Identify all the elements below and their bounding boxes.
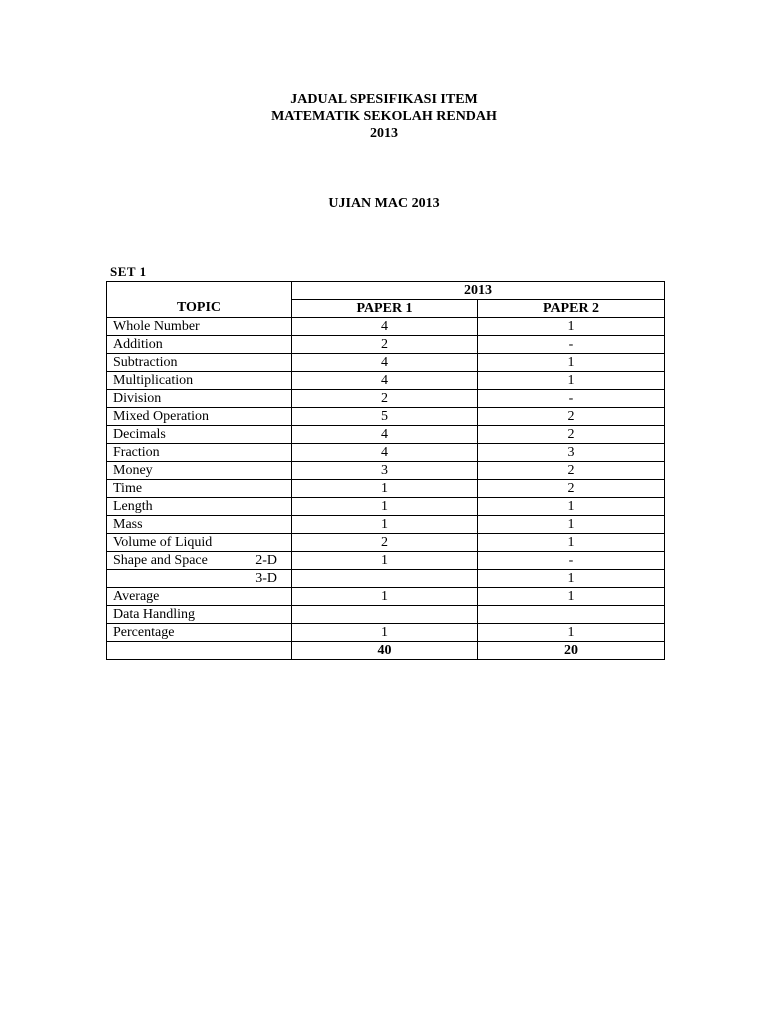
topic-cell: Whole Number bbox=[107, 318, 292, 336]
total-label-cell bbox=[107, 642, 292, 660]
paper2-cell: 2 bbox=[478, 462, 665, 480]
paper2-cell: 2 bbox=[478, 408, 665, 426]
topic-cell: Money bbox=[107, 462, 292, 480]
title-line-2: MATEMATIK SEKOLAH RENDAH bbox=[271, 109, 497, 124]
table-row bbox=[107, 336, 665, 354]
table-row bbox=[107, 624, 665, 642]
paper2-cell: 1 bbox=[478, 534, 665, 552]
paper1-total: 40 bbox=[292, 642, 478, 660]
table-row-shape-2d bbox=[107, 552, 665, 570]
table-row bbox=[107, 354, 665, 372]
paper2-cell: 2 bbox=[478, 480, 665, 498]
table-row bbox=[107, 498, 665, 516]
paper2-cell: 1 bbox=[478, 624, 665, 642]
table-row bbox=[107, 480, 665, 498]
topic-cell: Volume of Liquid bbox=[107, 534, 292, 552]
paper2-cell: - bbox=[478, 552, 665, 570]
paper1-cell: 2 bbox=[292, 390, 478, 408]
paper2-cell: 3 bbox=[478, 444, 665, 462]
paper2-cell: 1 bbox=[478, 354, 665, 372]
topic-cell: Addition bbox=[107, 336, 292, 354]
paper2-cell: 2 bbox=[478, 426, 665, 444]
paper1-header: PAPER 1 bbox=[292, 300, 478, 318]
document-title bbox=[0, 91, 768, 142]
topic-cell: Percentage bbox=[107, 624, 292, 642]
paper1-cell: 4 bbox=[292, 318, 478, 336]
paper2-cell bbox=[478, 606, 665, 624]
dimension-2d-label: 2-D bbox=[255, 552, 277, 568]
table-row bbox=[107, 534, 665, 552]
exam-title: UJIAN MAC 2013 bbox=[328, 196, 440, 211]
paper1-cell bbox=[292, 570, 478, 588]
table-row bbox=[107, 462, 665, 480]
paper1-cell: 1 bbox=[292, 624, 478, 642]
title-line-1: JADUAL SPESIFIKASI ITEM bbox=[290, 92, 478, 107]
topic-cell: Mass bbox=[107, 516, 292, 534]
table-row bbox=[107, 408, 665, 426]
paper2-header: PAPER 2 bbox=[478, 300, 665, 318]
table-row bbox=[107, 516, 665, 534]
topic-cell: Mixed Operation bbox=[107, 408, 292, 426]
specification-table bbox=[106, 281, 665, 660]
paper1-cell: 2 bbox=[292, 336, 478, 354]
topic-cell: Data Handling bbox=[107, 606, 292, 624]
paper1-cell: 2 bbox=[292, 534, 478, 552]
topic-cell: Length bbox=[107, 498, 292, 516]
paper2-cell: - bbox=[478, 336, 665, 354]
paper1-cell: 5 bbox=[292, 408, 478, 426]
topic-cell: Multiplication bbox=[107, 372, 292, 390]
topic-cell: Decimals bbox=[107, 426, 292, 444]
table-row bbox=[107, 444, 665, 462]
paper1-cell: 4 bbox=[292, 444, 478, 462]
dimension-3d-label: 3-D bbox=[255, 570, 277, 586]
table-header-row-year bbox=[107, 282, 665, 300]
shape-space-label: Shape and Space bbox=[113, 552, 208, 568]
topic-cell: Average bbox=[107, 588, 292, 606]
table-total-row bbox=[107, 642, 665, 660]
paper1-cell: 4 bbox=[292, 426, 478, 444]
topic-cell: Time bbox=[107, 480, 292, 498]
paper2-total: 20 bbox=[478, 642, 665, 660]
topic-cell-shape bbox=[107, 552, 292, 570]
paper1-cell: 1 bbox=[292, 588, 478, 606]
topic-header: TOPIC bbox=[107, 282, 292, 318]
topic-cell: Division bbox=[107, 390, 292, 408]
topic-cell: Fraction bbox=[107, 444, 292, 462]
paper2-cell: 1 bbox=[478, 318, 665, 336]
year-header: 2013 bbox=[292, 282, 665, 300]
paper1-cell: 1 bbox=[292, 480, 478, 498]
paper2-cell: 1 bbox=[478, 372, 665, 390]
table-row bbox=[107, 390, 665, 408]
paper2-cell: 1 bbox=[478, 588, 665, 606]
topic-cell: Subtraction bbox=[107, 354, 292, 372]
paper1-cell: 1 bbox=[292, 516, 478, 534]
paper2-cell: 1 bbox=[478, 498, 665, 516]
paper1-cell: 3 bbox=[292, 462, 478, 480]
paper2-cell: 1 bbox=[478, 516, 665, 534]
table-row bbox=[107, 606, 665, 624]
table-row bbox=[107, 318, 665, 336]
table-row-shape-3d bbox=[107, 570, 665, 588]
paper2-cell: 1 bbox=[478, 570, 665, 588]
table-row bbox=[107, 426, 665, 444]
table-row bbox=[107, 372, 665, 390]
paper1-cell bbox=[292, 606, 478, 624]
set-label: SET 1 bbox=[110, 264, 147, 279]
title-line-3: 2013 bbox=[370, 126, 398, 141]
paper1-cell: 1 bbox=[292, 498, 478, 516]
paper1-cell: 1 bbox=[292, 552, 478, 570]
paper2-cell: - bbox=[478, 390, 665, 408]
paper1-cell: 4 bbox=[292, 354, 478, 372]
paper1-cell: 4 bbox=[292, 372, 478, 390]
table-row bbox=[107, 588, 665, 606]
topic-cell-shape-3d bbox=[107, 570, 292, 588]
